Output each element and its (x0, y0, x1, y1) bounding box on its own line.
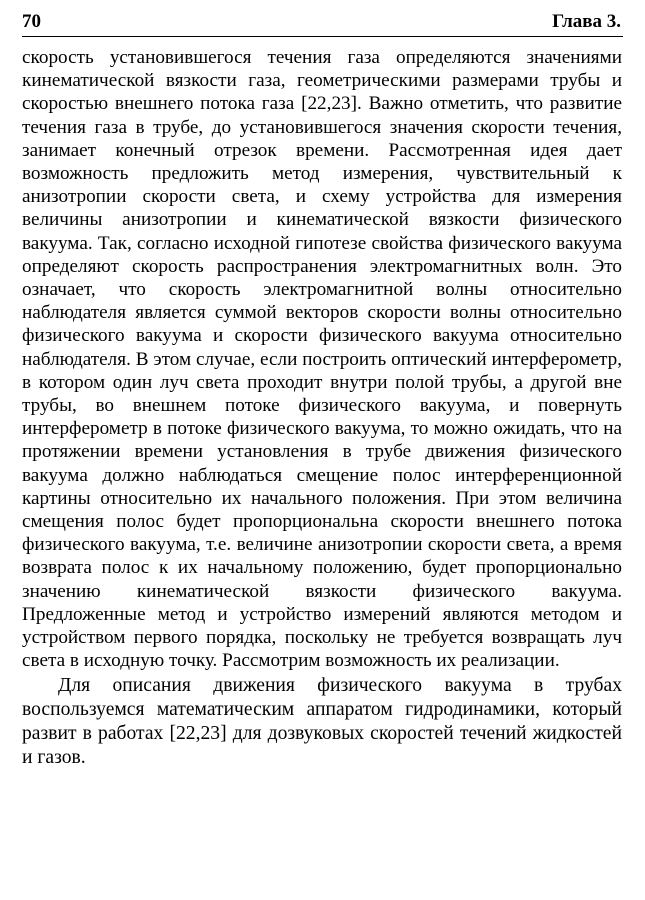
paragraph: скорость установившегося течения газа определяются значениями кинематической вязкости газа, геометрическими размерами трубы и скоростью внешнего потока газа [22,23]. Важно отметить, что развитие течения газа в трубе, до установившегося значения скорости течения, занимает конечный отрезок времени. Рассмотренная идея дает возможность предложить метод измерения, чувствительный к анизотропии скорости света, и схему устройства для измерения величины анизотропии и кинематической вязкости физического вакуума. Так, согласно исходной гипотезе свойства физического вакуума определяют скорость распространения электромагнитных волн. Это означает, что скорость электромагнитной волны относительно наблюдателя является суммой векторов скорости волны относительно физического вакуума и скорости физического вакуума относительно наблюдателя. В этом случае, если построить оптический интерферометр, в котором один луч света проходит внутри полой трубы, а другой вне трубы, во внешнем потоке физического вакуума, и повернуть интерферометр в потоке физического вакуума, то можно ожидать, что на протяжении времени установления в трубе движения физического вакуума должно наблюдаться смещение полос интерференционной картины относительно их начального положения. При этом величина смещения полос будет пропорциональна скорости внешнего потока физического вакуума, т.е. величине анизотропии скорости света, а время возврата полос к их начальному положению, будет пропорционально значению кинематической вязкости физического вакуума. Предложенные метод и устройство измерений являются методом и устройством первого порядка, поскольку не требуется возвращать луч света в исходную точку. Рассмотрим возможность их реализации. (22, 47, 622, 672)
page-number: 70 (22, 11, 41, 32)
body-text (22, 46, 622, 770)
page-header (22, 6, 623, 37)
chapter-title: Глава 3. (552, 11, 621, 32)
paragraph: Для описания движения физического вакуума в трубах воспользуемся математическим аппаратом гидродинамики, который развит в работах [22,23] для дозвуковых скоростей течений жидкостей и газов. (22, 675, 622, 769)
